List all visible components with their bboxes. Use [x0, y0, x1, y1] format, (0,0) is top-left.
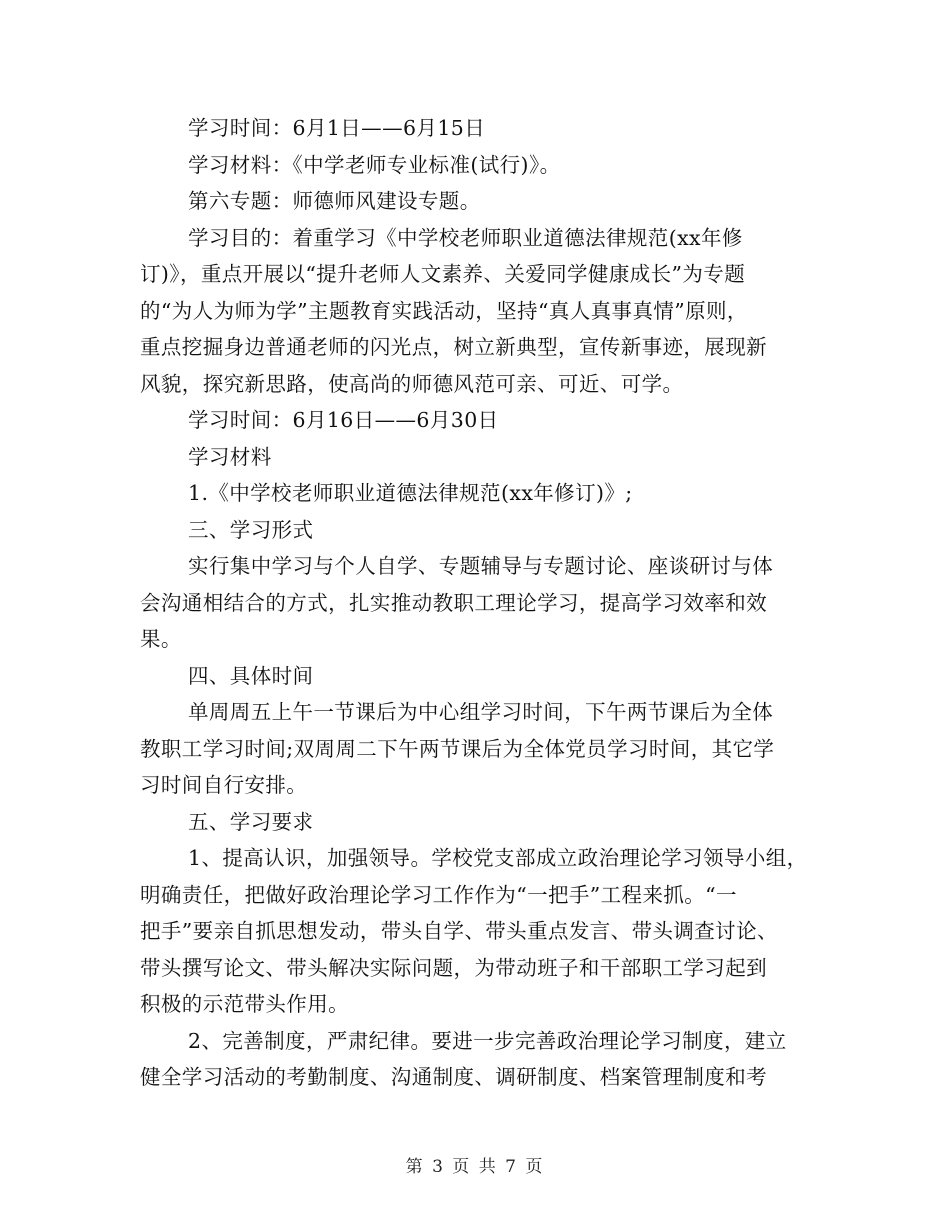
- text-line: 单周周五上午一节课后为中心组学习时间，下午两节课后为全体: [188, 700, 774, 724]
- document-body: [140, 110, 830, 1096]
- text-line: 学习时间：6月16日——6月30日: [188, 408, 499, 432]
- text-line: 学习目的：着重学习《中学校老师职业道德法律规范(xx年修: [188, 225, 743, 250]
- text-line: 实行集中学习与个人自学、专题辅导与专题讨论、座谈研讨与体: [188, 554, 774, 578]
- text-line: 带头撰写论文、带头解决实际问题，为带动班子和干部职工学习起到: [140, 955, 767, 980]
- text-line: 健全学习活动的考勤制度、沟通制度、调研制度、档案管理制度和考: [140, 1065, 767, 1089]
- text-line: 1.《中学校老师职业道德法律规范(xx年修订)》;: [188, 481, 633, 505]
- text-line: 教职工学习时间;双周周二下午两节课后为全体党员学习时间，其它学: [140, 736, 775, 761]
- text-line: 学习材料：《中学老师专业标准(试行)》。: [188, 152, 561, 177]
- text-line: 把手”要亲自抓思想发动，带头自学、带头重点发言、带头调查讨论、: [140, 919, 778, 943]
- text-line: 会沟通相结合的方式，扎实推动教职工理论学习，提高学习效率和效: [140, 590, 767, 615]
- text-line: 积极的示范带头作用。: [140, 992, 349, 1016]
- text-line: 学习时间：6月1日——6月15日: [188, 116, 486, 140]
- text-line: 重点挖掘身边普通老师的闪光点，树立新典型，宣传新事迹，展现新: [140, 335, 767, 359]
- text-line: 2、完善制度，严肃纪律。要进一步完善政治理论学习制度，建立: [188, 1028, 787, 1053]
- text-line: 果。: [140, 627, 182, 651]
- text-line: 风貌，探究新思路，使高尚的师德风范可亲、可近、可学。: [140, 371, 684, 396]
- section-heading: 四、具体时间: [188, 663, 314, 688]
- text-line: 学习材料: [188, 444, 272, 469]
- text-line: 习时间自行安排。: [140, 773, 308, 797]
- text-line: 1、提高认识，加强领导。学校党支部成立政治理论学习领导小组，: [188, 846, 808, 870]
- section-heading: 三、学习形式: [188, 517, 314, 542]
- page-number-footer: 第 3 页 共 7 页: [405, 1157, 545, 1177]
- section-heading: 第六专题：师德师风建设专题。: [188, 189, 481, 213]
- text-line: 明确责任，把做好政治理论学习工作作为“一把手”工程来抓。“一: [140, 882, 737, 907]
- text-line: 的“为人为师为学”主题教育实践活动，坚持“真人真事真情”原则，: [140, 298, 748, 323]
- section-heading: 五、学习要求: [188, 809, 314, 834]
- text-line: 订)》，重点开展以“提升老师人文素养、关爱同学健康成长”为专题: [140, 262, 746, 286]
